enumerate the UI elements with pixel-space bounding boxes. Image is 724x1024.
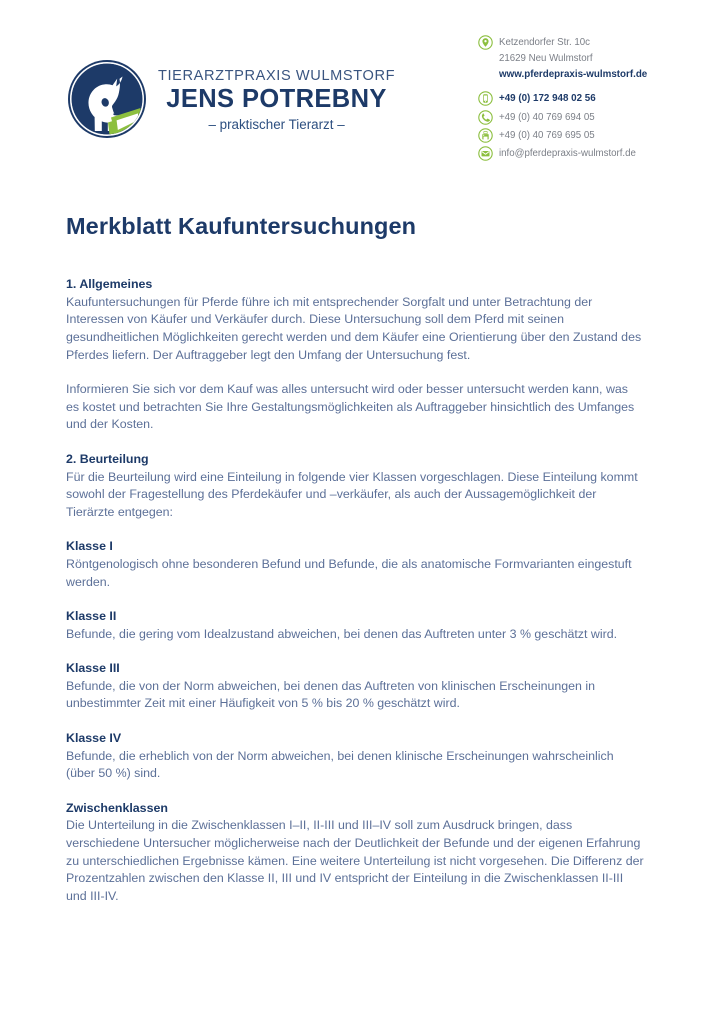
section-allgemeines <box>66 276 644 364</box>
practice-tagline: – praktischer Tierarzt – <box>208 116 345 132</box>
section-klasse-iii <box>66 660 644 713</box>
email-icon <box>478 146 493 161</box>
section-zwischenklassen <box>66 800 644 906</box>
fax-icon <box>478 128 493 143</box>
section-heading: Klasse III <box>66 661 120 676</box>
section-paragraph: Kaufuntersuchungen für Pferde führe ich mit entsprechender Sorgfalt und unter Betrachtung der Interessen von Käufer und Verkäufer durch. Diese Untersuchung soll dem Pferd mit seinen gesundheitlichen Möglichkeiten gerecht werden und dem Käufer eine Orientierung über den Zustand des Pferdes liefern. Der Auftraggeber legt den Umfang der Untersuchung fest. <box>66 294 642 362</box>
section-paragraph: Die Unterteilung in die Zwischenklassen I–II, II-III und III–IV soll zum Ausdruck bringen, dass verschiedene Untersucher möglicherweise nach der Deutlichkeit der Befunde und der eigenen Erfahrung zu unterschiedlichen Ergebnisse kämen. Eine weitere Unterteilung ist nicht vorgesehen. Die Differenz der Prozentzahlen zwischen den Klasse II, III und IV entspricht der Einteilung in die Zwischenklassen II-III und III-IV. <box>66 818 644 903</box>
contact-row-address-city <box>478 52 708 67</box>
section-heading: 2. Beurteilung <box>66 451 149 466</box>
section-heading: Klasse I <box>66 539 113 554</box>
contact-row-website[interactable] <box>478 68 708 83</box>
contact-row-email[interactable] <box>478 147 708 162</box>
contact-address-group <box>478 36 708 83</box>
contact-block <box>478 36 708 171</box>
contact-email-address[interactable]: info@pferdepraxis-wulmstorf.de <box>499 148 636 159</box>
practice-name: JENS POTREBNY <box>166 85 387 114</box>
section-paragraph: Befunde, die gering vom Idealzustand abweichen, bei denen das Auftreten unter 3 % geschätzt wird. <box>66 626 618 641</box>
mobile-phone-icon <box>478 91 493 106</box>
document-body <box>66 212 644 905</box>
section-paragraph: Befunde, die erheblich von der Norm abweichen, bei denen klinische Erscheinungen wahrscheinlich (über 50 %) sind. <box>66 748 614 781</box>
section-klasse-iv <box>66 730 644 783</box>
section-heading: Klasse II <box>66 609 117 624</box>
contact-city: 21629 Neu Wulmstorf <box>499 53 593 64</box>
contact-street: Ketzendorfer Str. 10c <box>499 37 591 48</box>
contact-row-mobile[interactable] <box>478 92 708 107</box>
section-informieren <box>66 381 644 434</box>
contact-mobile-number[interactable]: +49 (0) 172 948 02 56 <box>499 93 596 104</box>
contact-website[interactable]: www.pferdepraxis-wulmstorf.de <box>499 69 648 80</box>
contact-row-address-street <box>478 36 708 51</box>
contact-phone-number[interactable]: +49 (0) 40 769 694 05 <box>499 112 595 123</box>
practice-name-block <box>158 66 395 132</box>
contact-comms-group <box>478 92 708 162</box>
telephone-icon <box>478 110 493 125</box>
icon-spacer <box>478 68 493 83</box>
section-beurteilung <box>66 451 644 521</box>
location-pin-icon <box>478 35 493 50</box>
practice-subtitle-top: TIERARZTPRAXIS WULMSTORF <box>158 67 396 84</box>
letterhead-header <box>0 30 724 180</box>
section-heading: Klasse IV <box>66 731 122 746</box>
section-paragraph: Für die Beurteilung wird eine Einteilung in folgende vier Klassen vorgeschlagen. Diese Einteilung kommt sowohl der Fragestellung des Pferdekäufer und –verkäufer, als auch der Aussagemöglichkeit der Tierärzte entgegen: <box>66 469 638 519</box>
section-paragraph: Röntgenologisch ohne besonderen Befund und Befunde, die als anatomische Formvarianten eingestuft werden. <box>66 556 632 589</box>
contact-row-fax <box>478 129 708 144</box>
section-heading: 1. Allgemeines <box>66 277 153 292</box>
page-title: Merkblatt Kaufuntersuchungen <box>66 213 417 239</box>
section-paragraph: Informieren Sie sich vor dem Kauf was alles untersucht wird oder besser untersucht werden kann, was es kostet und betrachten Sie Ihre Gestaltungsmöglichkeiten als Auftraggeber hinsichtlich des Umfanges und der Kosten. <box>66 382 635 432</box>
practice-branding <box>66 58 395 140</box>
section-klasse-ii <box>66 608 644 643</box>
contact-row-phone[interactable] <box>478 111 708 126</box>
contact-fax-number: +49 (0) 40 769 695 05 <box>499 130 595 141</box>
horse-head-logo-icon <box>66 58 148 140</box>
section-paragraph: Befunde, die von der Norm abweichen, bei denen das Auftreten von klinischen Erscheinungen in unbestimmter Zeit mit einer Häufigkeit von 5 % bis 20 % geschätzt wird. <box>66 678 596 711</box>
icon-spacer <box>478 52 493 67</box>
section-klasse-i <box>66 538 644 591</box>
section-heading: Zwischenklassen <box>66 800 168 815</box>
